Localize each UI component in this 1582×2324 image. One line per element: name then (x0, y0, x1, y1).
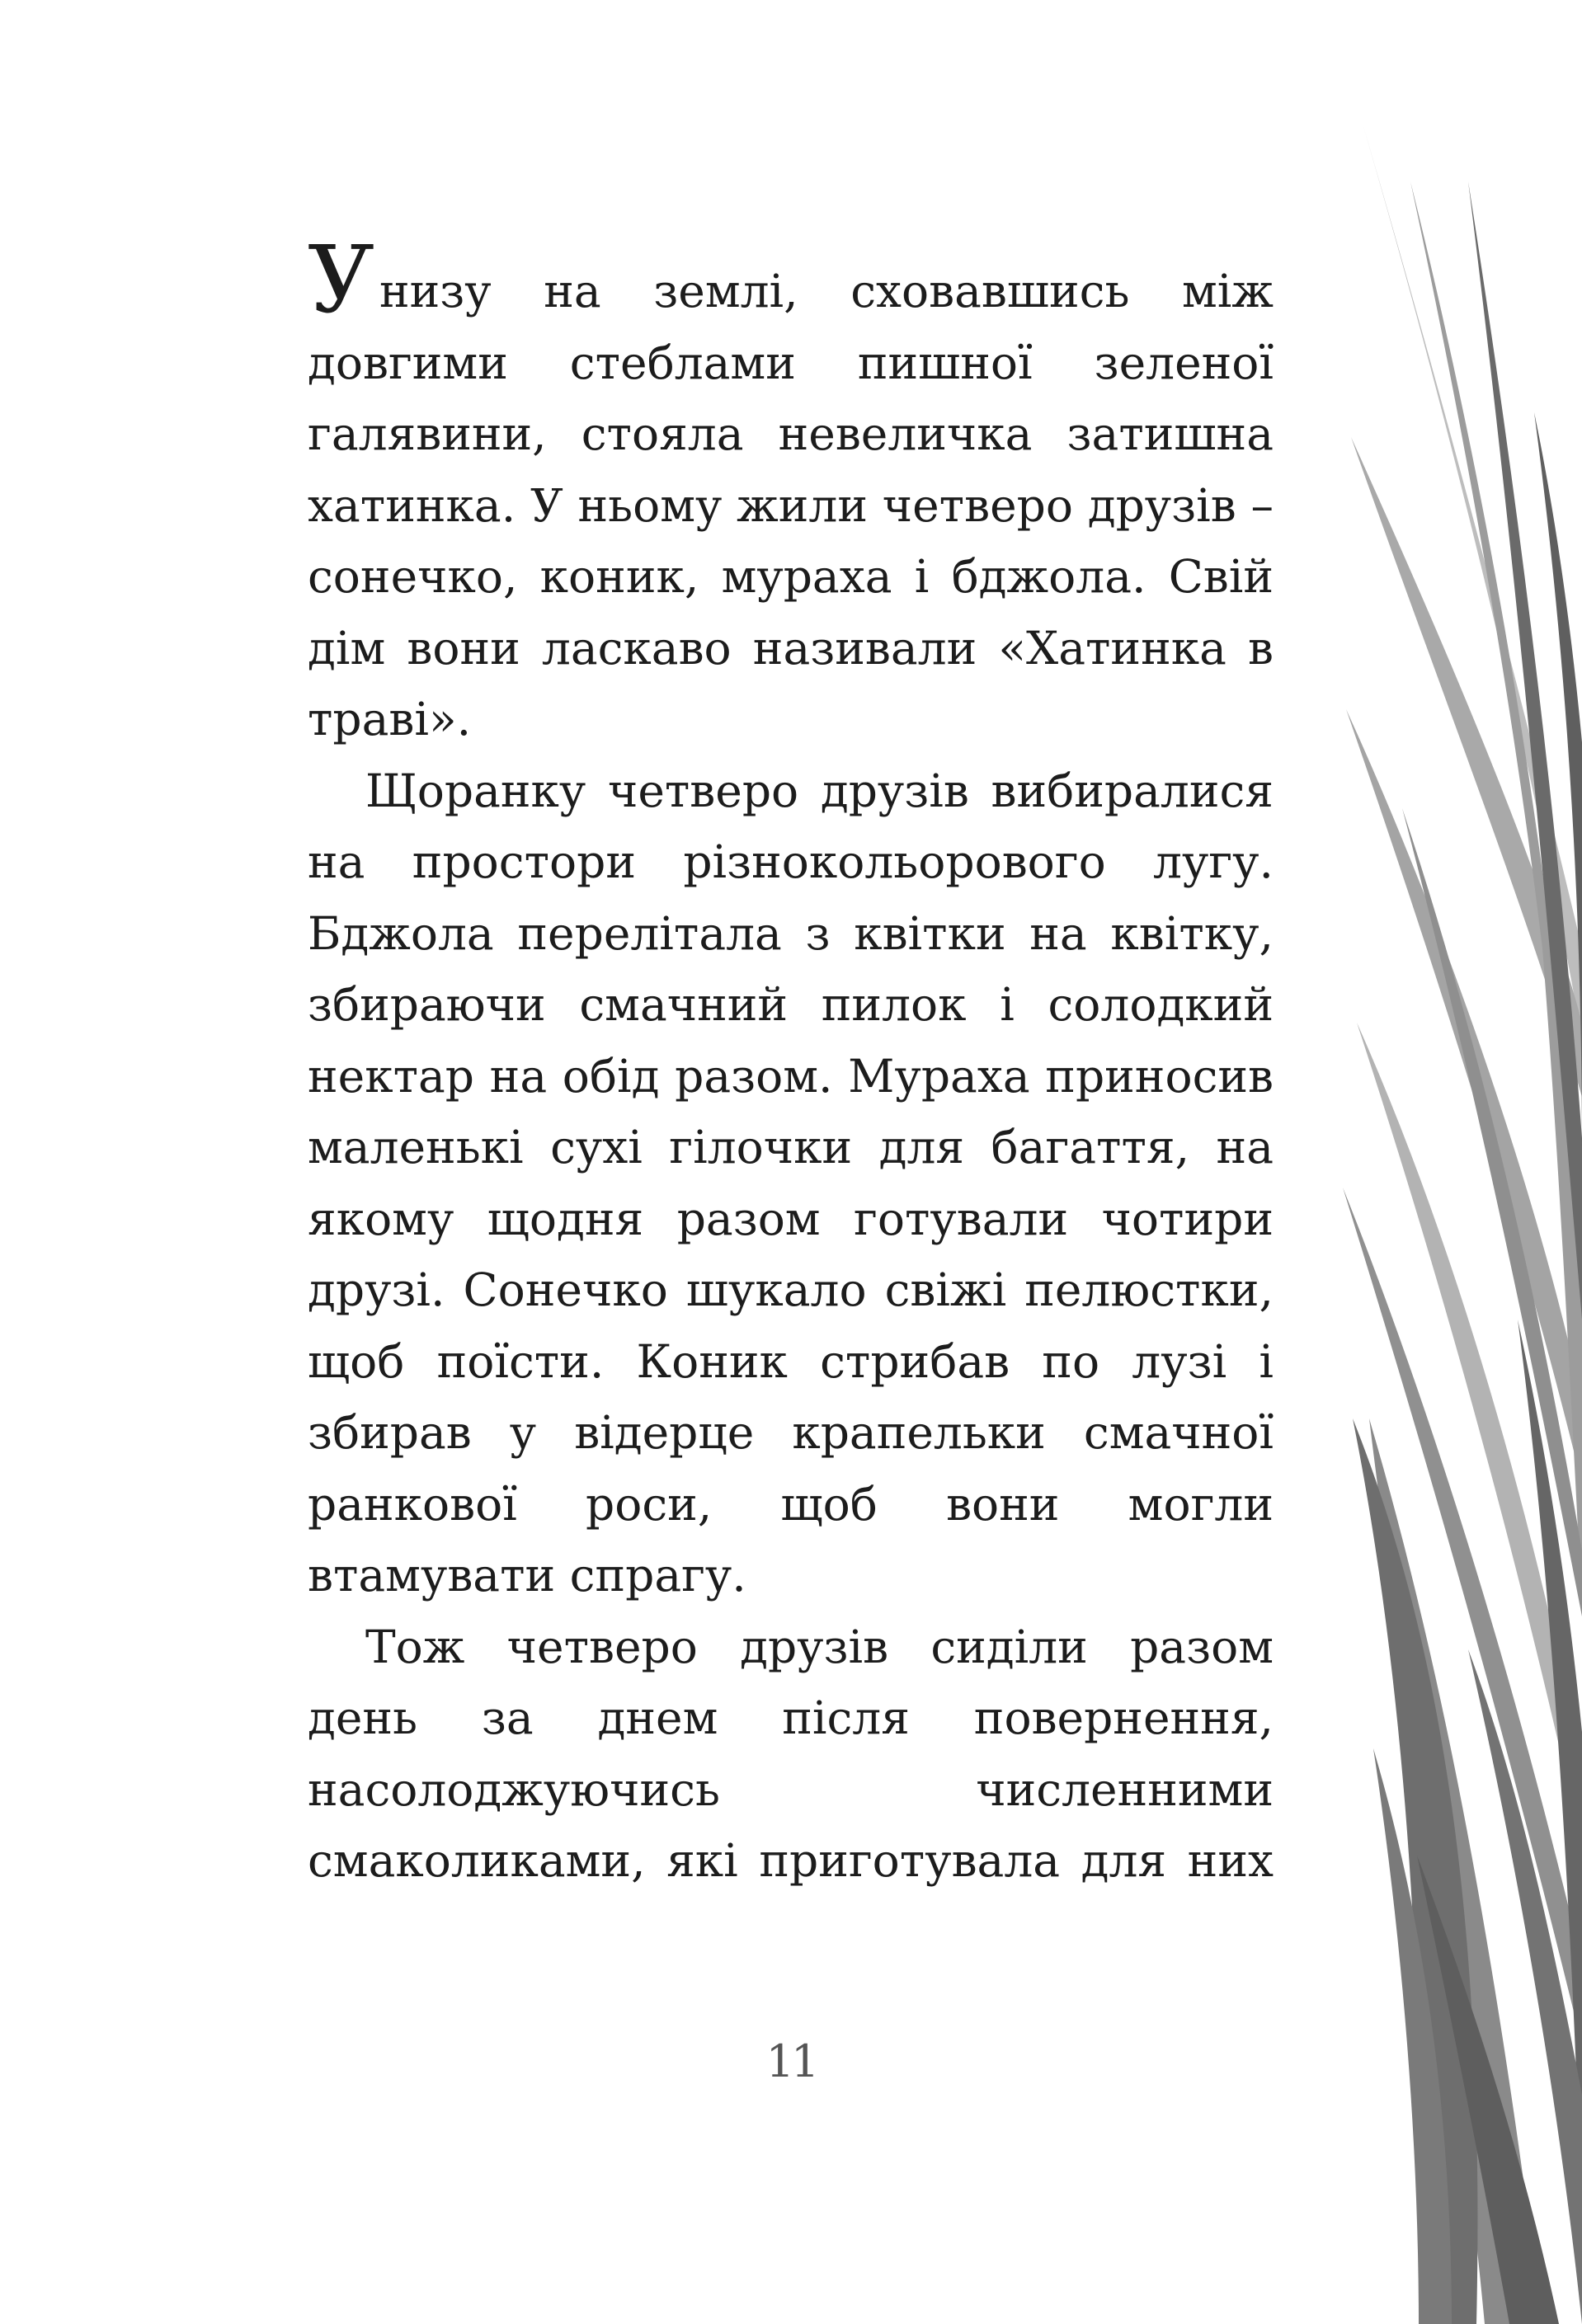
story-text (308, 227, 1274, 1897)
paragraph-3: Тож четверо друзів сиділи разом день за днем після повернення, насолоджуючись численними смаколиками, які приготувала для них (308, 1620, 1274, 1887)
drop-cap: У (308, 227, 374, 334)
paragraph-1-text: низу на землі, сховавшись між довгими стеблами пишної зеленої галявини, стояла невеличка затишна хатинка. У ньому жили четверо друзів – сонечко, коник, мураха і бджола. Свій дім вони ласкаво називали «Хатинка в траві». (308, 265, 1274, 746)
page-number: 11 (765, 2035, 817, 2087)
paragraph-2: Щоранку четверо друзів вибиралися на простори різнокольорового лугу. Бджола перелітала з квітки на квітку, збираючи смачний пилок і солодкий нектар на обід разом. Мураха приносив маленькі сухі гілочки для багаття, на якому щодня разом готували чотири друзі. Сонечко шукало свіжі пелюстки, щоб поїсти. Коник стрибав по лузі і збирав у відерце крапельки смачної ранкової роси, щоб вони могли втамувати спрагу. (308, 764, 1274, 1602)
paragraph-1 (308, 227, 1274, 755)
